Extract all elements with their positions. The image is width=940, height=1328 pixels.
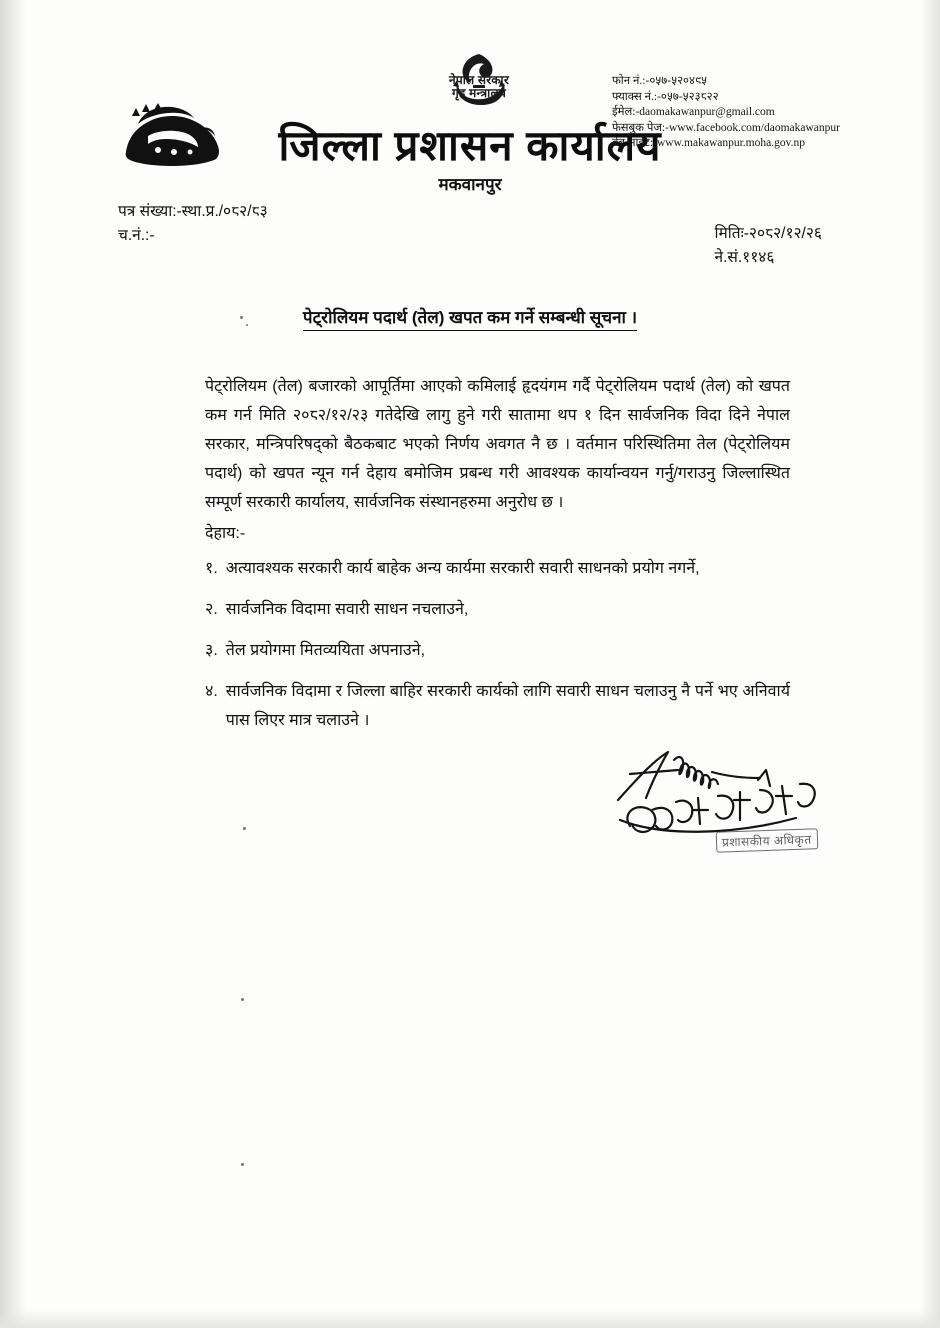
- gov-line-2: गृह मन्त्रालय: [452, 86, 506, 100]
- list-item-text: अत्यावश्यक सरकारी कार्य बाहेक अन्य कार्यमा सरकारी सवारी साधनको प्रयोग नगर्ने,: [225, 560, 700, 577]
- contact-details: [612, 74, 840, 152]
- list-item-number: २.: [205, 601, 218, 618]
- contact-email: ईमेल:-daomakawanpur@gmail.com: [611, 106, 775, 118]
- scan-speck: [240, 316, 243, 319]
- signature-block: [600, 740, 900, 870]
- contact-fax: फ्याक्स नं.:-०५७-५२३८२२: [611, 90, 719, 103]
- contact-facebook: फेसबुक पेज:-www.facebook.com/daomakawanpur: [611, 121, 840, 134]
- scan-edge-bottom: [0, 1310, 940, 1328]
- list-item-text: सार्वजनिक विदामा र जिल्ला बाहिर सरकारी कार्यको लागि सवारी साधन चलाउनु नै पर्ने भए अनिवार्य पास लिएर मात्र चलाउने ।: [225, 683, 790, 729]
- official-stamp: प्रशासकीय अधिकृत: [716, 828, 818, 853]
- contact-website: वेब साइट:-www.makawanpur.moha.gov.np: [611, 137, 805, 149]
- letter-date: मितिः-२०८२/१२/२६: [714, 225, 822, 242]
- nepal-sambat: ने.सं.११४६: [714, 249, 775, 266]
- scan-speck: [241, 1163, 244, 1166]
- reference-right: [714, 222, 822, 270]
- nepal-government-emblem-icon: [424, 52, 534, 114]
- scan-speck: [241, 998, 244, 1001]
- scan-speck: [246, 324, 248, 326]
- list-item-text: सार्वजनिक विदामा सवारी साधन नचलाउने,: [225, 601, 469, 618]
- reference-left: [118, 200, 268, 248]
- dehaya-label: देहाय:-: [205, 525, 246, 542]
- list-item: [205, 595, 790, 624]
- list-item-number: ३.: [205, 642, 218, 659]
- list-item-text: तेल प्रयोगमा मितव्ययिता अपनाउने,: [225, 642, 426, 659]
- notice-body: [205, 372, 790, 747]
- list-item-number: १.: [205, 560, 218, 577]
- letterhead: [0, 44, 940, 204]
- list-item: [205, 677, 790, 735]
- list-item-number: ४.: [205, 683, 218, 700]
- gov-line-1: नेपाल सरकार: [449, 73, 509, 87]
- letter-number: पत्र संख्या:-स्था.प्र./०८२/८३: [118, 203, 268, 220]
- list-item: [205, 636, 790, 665]
- office-title: जिल्ला प्रशासन कार्यालय: [278, 122, 662, 169]
- directive-list: [205, 554, 790, 735]
- office-district-name: मकवानपुर: [438, 175, 502, 194]
- list-item: [205, 554, 790, 583]
- body-paragraph: पेट्रोलियम (तेल) बजारको आपूर्तिमा आएको कमिलाई हृदयंगम गर्दै पेट्रोलियम पदार्थ (तेल) को खपत कम गर्न मिति २०८२/१२/२३ गतेदेखि लागु हुने गरी सातामा थप १ दिन सार्वजनिक विदा दिने नेपाल सरकार, मन्त्रिपरिषद्को बैठकबाट भएको निर्णय अवगत नै छ । वर्तमान परिस्थितिमा तेल (पेट्रोलियम पदार्थ) को खपत न्यून गर्न देहाय बमोजिम प्रबन्ध गरी आवश्यक कार्यान्वयन गर्नु/गराउनु जिल्लास्थित सम्पूर्ण सरकारी कार्यालय, सार्वजनिक संस्थानहरुमा अनुरोध छ ।: [205, 378, 790, 511]
- chalani-number: च.नं.:-: [118, 227, 155, 244]
- scan-speck: [243, 827, 246, 830]
- notice-subject: [0, 305, 940, 331]
- contact-phone: फोन नं.:-०५७-५२०४९५: [611, 75, 707, 87]
- notice-subject-text: पेट्रोलियम पदार्थ (तेल) खपत कम गर्ने सम्बन्धी सूचना ।: [303, 305, 637, 331]
